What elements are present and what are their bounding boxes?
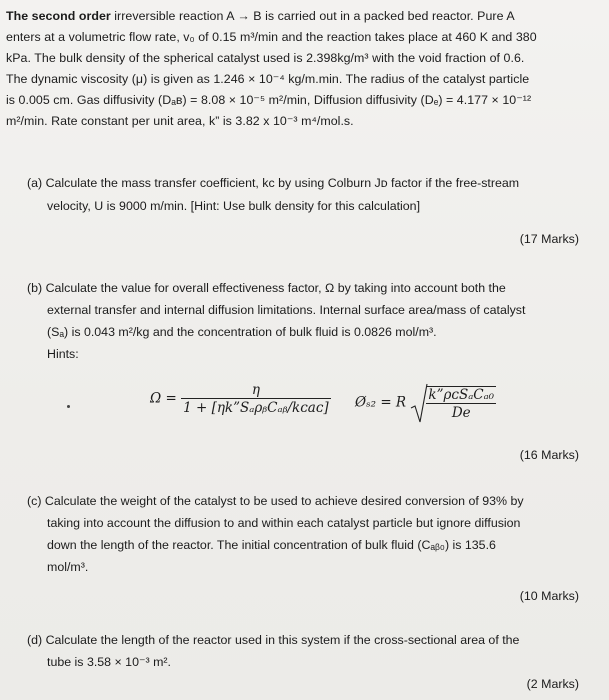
part-c-line-3: down the length of the reactor. The initial concentration of bulk fluid (Cₐᵦ₀) is 135.6	[47, 538, 496, 552]
omega-numerator: η	[251, 382, 260, 398]
intro-line-3: kPa. The bulk density of the spherical catalyst used is 2.398kg/m³ with the void fraction of 0.6.	[6, 51, 525, 65]
part-b-marks: (16 Marks)	[519, 448, 579, 462]
bullet-dot	[67, 405, 70, 408]
part-c-line-2: taking into account the diffusion to and within each catalyst particle but ignore diffusion	[47, 516, 521, 530]
omega-fraction	[181, 382, 331, 416]
part-c-marks: (10 Marks)	[519, 589, 579, 603]
problem-statement	[6, 6, 604, 132]
omega-lhs: Ω =	[150, 390, 177, 407]
phi-denominator: De	[426, 403, 496, 421]
part-c-line-1: (c) Calculate the weight of the catalyst to be used to achieve desired conversion of 93% by	[27, 494, 524, 508]
intro-line-6: m²/min. Rate constant per unit area, k” is 3.82 x 10⁻³ m⁴/mol.s.	[6, 114, 354, 128]
part-b-line-1: (b) Calculate the value for overall effectiveness factor, Ω by taking into account both the	[27, 281, 506, 295]
omega-formula	[150, 382, 331, 416]
part-a-marks: (17 Marks)	[519, 232, 579, 246]
intro-line-5: is 0.005 cm. Gas diffusivity (Dₐʙ) = 8.08 × 10⁻⁵ m²/min, Diffusion diffusivity (Dₑ) = 4.177 × 10⁻¹²	[6, 93, 532, 107]
intro-line-2: enters at a volumetric flow rate, v₀ of 0.15 m³/min and the reaction takes place at 460 K and 380	[6, 30, 537, 44]
omega-denominator: 1 + [ηk”SₐρᵦCₐᵦ/kᴄaᴄ]	[183, 400, 329, 416]
phi-numerator: k”ρᴄSₐCₐ₀	[428, 386, 495, 403]
part-c-line-4: mol/m³.	[47, 560, 89, 574]
part-d-marks: (2 Marks)	[526, 677, 579, 691]
part-a-line-1: (a) Calculate the mass transfer coefficient, kᴄ by using Colburn Jᴅ factor if the free-stream	[27, 176, 520, 190]
intro-bold-lead: The second order	[6, 9, 111, 23]
intro-line-4: The dynamic viscosity (μ) is given as 1.246 × 10⁻⁴ kg/m.min. The radius of the catalyst particle	[6, 72, 530, 86]
part-b-hints: Hints:	[47, 347, 79, 361]
part-b-line-3: (Sₐ) is 0.043 m²/kg and the concentration of bulk fluid is 0.0826 mol/m³.	[47, 325, 437, 339]
intro-line-1	[6, 6, 604, 27]
intro-line-1-rest: irreversible reaction A → B is carried out in a packed bed reactor. Pure A	[110, 9, 515, 23]
part-d-line-1: (d) Calculate the length of the reactor used in this system if the cross-sectional area of the	[27, 633, 520, 647]
phi-formula	[355, 382, 496, 424]
part-a-line-2: velocity, U is 9000 m/min. [Hint: Use bulk density for this calculation]	[47, 199, 421, 213]
phi-fraction	[426, 386, 496, 421]
part-d-line-2: tube is 3.58 × 10⁻³ m².	[47, 655, 171, 669]
part-b-line-2: external transfer and internal diffusion limitations. Internal surface area/mass of catalyst	[47, 303, 526, 317]
phi-lhs: Øₛ₂ = R	[355, 394, 407, 411]
